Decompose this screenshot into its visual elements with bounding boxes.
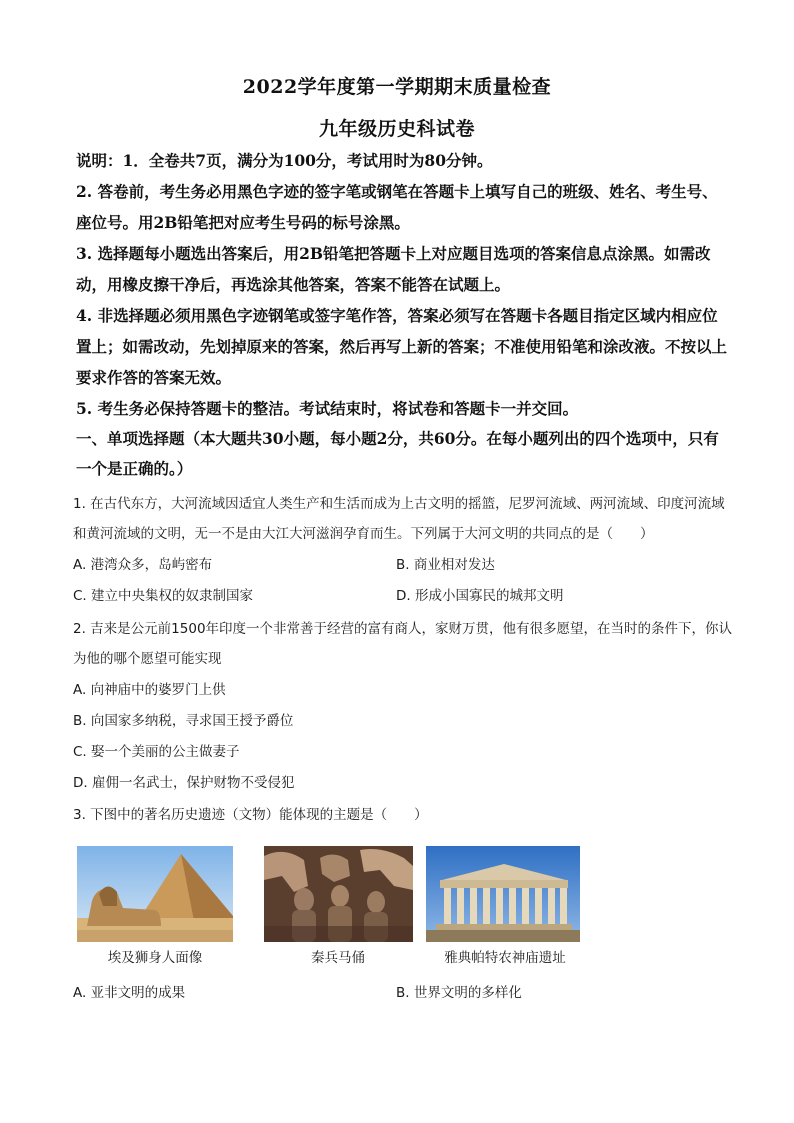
question-3-option-b[interactable]: B. 世界文明的多样化 [396,985,522,1001]
terracotta-warriors-image [264,846,413,942]
question-2-option-c[interactable]: C. 娶一个美丽的公主做妻子 [73,744,240,760]
instruction-2: 2. 答卷前，考生务必用黑色字迹的签字笔或钢笔在答题卡上填写自己的班级、姓名、考生号、座位号。用2B铅笔把对应考生号码的标号涂黑。 [76,182,718,232]
image-caption-1: 埃及狮身人面像 [107,950,203,966]
parthenon-image [426,846,580,942]
question-3-stem: 3. 下图中的著名历史遗迹（文物）能体现的主题是（ ） [73,807,428,823]
image-caption-2: 秦兵马俑 [311,950,365,966]
question-1-stem: 1. 在古代东方，大河流域因适宜人类生产和生活而成为上古文明的摇篮，尼罗河流域、两河流域、印度河流域和黄河流域的文明，无一不是由大江大河滋润孕育而生。下列属于大河文明的共同点的是（ ） [73,496,725,542]
instruction-4: 4. 非选择题必须用黑色字迹钢笔或签字笔作答，答案必须写在答题卡各题目指定区域内相应位置上；如需改动，先划掉原来的答案，然后再写上新的答案；不准使用铅笔和涂改液。不按以上要求作答的答案无效。 [76,306,728,387]
instruction-3: 3. 选择题每小题选出答案后，用2B铅笔把答题卡上对应题目选项的答案信息点涂黑。如需改动，用橡皮擦干净后，再选涂其他答案，答案不能答在试题上。 [76,244,711,294]
instruction-1: 说明：1．全卷共7页，满分为100分，考试用时为80分钟。 [76,151,493,170]
exam-title: 2022学年度第一学期期末质量检查 [242,76,552,98]
question-1-option-a[interactable]: A. 港湾众多，岛屿密布 [73,557,213,573]
section-heading: 一、单项选择题（本大题共30小题，每小题2分，共60分。在每小题列出的四个选项中，只有一个是正确的。） [76,429,719,478]
question-2-option-d[interactable]: D. 雇佣一名武士，保护财物不受侵犯 [73,775,295,791]
instruction-5: 5. 考生务必保持答题卡的整洁。考试结束时，将试卷和答题卡一并交回。 [76,399,579,418]
image-caption-3: 雅典帕特农神庙遗址 [444,950,566,966]
sphinx-image [77,846,233,942]
question-2-option-b[interactable]: B. 向国家多纳税，寻求国王授予爵位 [73,713,294,729]
exam-subtitle: 九年级历史科试卷 [318,118,475,140]
question-2-option-a[interactable]: A. 向神庙中的婆罗门上供 [73,682,226,698]
question-3-option-a[interactable]: A. 亚非文明的成果 [73,985,186,1001]
question-2-stem: 2. 吉来是公元前1500年印度一个非常善于经营的富有商人，家财万贯，他有很多愿望，在当时的条件下，你认为他的哪个愿望可能实现 [73,621,733,667]
question-1-option-b[interactable]: B. 商业相对发达 [396,557,495,573]
question-1-option-c[interactable]: C. 建立中央集权的奴隶制国家 [73,588,254,604]
question-1-option-d[interactable]: D. 形成小国寡民的城邦文明 [396,588,564,604]
